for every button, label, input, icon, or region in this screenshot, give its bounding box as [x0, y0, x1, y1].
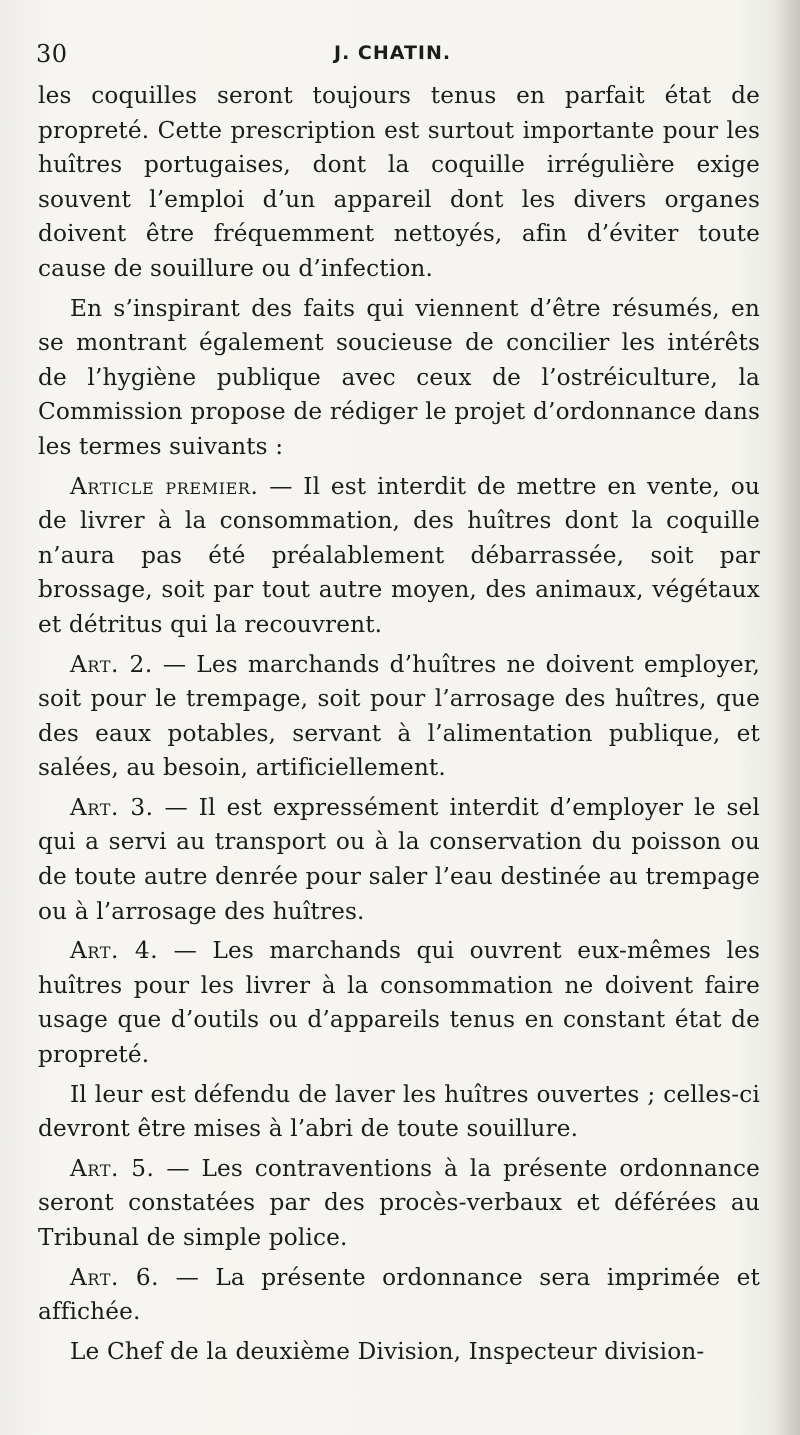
- body-text: [38, 79, 760, 1369]
- article-3: [38, 791, 760, 929]
- page-number: 30: [36, 40, 68, 68]
- article-text: — Il est expressément interdit d’employer le sel qui a servi au transport ou à la conservation du poisson ou de toute autre denrée pour saler l’eau destinée au trempage ou à l’arrosage des huîtres.: [38, 793, 760, 925]
- article-text: — Les marchands d’huîtres ne doivent employer, soit pour le trempage, soit pour l’arrosage des huîtres, que des eaux potables, servant à l’alimentation publique, et salées, au besoin, artificiellement.: [38, 650, 761, 782]
- article-text: — Il est interdit de mettre en vente, ou de livrer à la consommation, des huîtres dont la coquille n’aura pas été préalablement débarrassée, soit par brossage, soit par tout autre moyen, des animaux, végétaux et détritus qui la recouvrent.: [38, 472, 760, 638]
- article-2: [38, 648, 760, 786]
- paragraph-continuation: [38, 79, 760, 287]
- paragraph-text: les coquilles seront toujours tenus en parfait état de propreté. Cette prescription est surtout importante pour les huîtres portugaises, dont la coquille irrégulière exige souvent l’emploi d’un appareil dont les divers organes doivent être fréquemment nettoyés, afin d’éviter toute cause de souillure ou d’infection.: [38, 82, 760, 282]
- paragraph-text: Le Chef de la deuxième Division, Inspecteur division-: [70, 1337, 705, 1365]
- article-label: Art. 3.: [70, 793, 154, 821]
- paragraph-commission: [38, 292, 760, 465]
- article-1: [38, 470, 760, 643]
- article-6: [38, 1261, 760, 1330]
- article-text: — La présente ordonnance sera imprimée et affichée.: [38, 1263, 760, 1326]
- article-label: Art. 4.: [70, 937, 159, 965]
- article-text: — Les marchands qui ouvrent eux-mêmes les huîtres pour les livrer à la consommation ne doivent faire usage que d’outils ou d’appareils tenus en constant état de propreté.: [38, 937, 760, 1069]
- article-label: Art. 5.: [70, 1154, 155, 1182]
- page-header: [36, 40, 756, 74]
- article-4-continued: [38, 1078, 760, 1147]
- paragraph-text: Il leur est défendu de laver les huîtres ouvertes ; celles-ci devront être mises à l’abri de toute souillure.: [38, 1080, 760, 1143]
- article-text: — Les contraventions à la présente ordonnance seront constatées par des procès-verbaux et déférées au Tribunal de simple police.: [38, 1154, 761, 1251]
- article-5: [38, 1152, 760, 1256]
- article-label: Article premier.: [70, 472, 259, 500]
- article-label: Art. 6.: [70, 1263, 160, 1291]
- paragraph-text: En s’inspirant des faits qui viennent d’être résumés, en se montrant également soucieuse de concilier les intérêts de l’hygiène publique avec ceux de l’ostréiculture, la Commission propose de rédiger le projet d’ordonnance dans les termes suivants :: [38, 294, 760, 460]
- running-head: J. CHATIN.: [334, 42, 452, 64]
- article-label: Art. 2.: [70, 650, 153, 678]
- paragraph-signature: [38, 1335, 760, 1370]
- article-4: [38, 934, 760, 1072]
